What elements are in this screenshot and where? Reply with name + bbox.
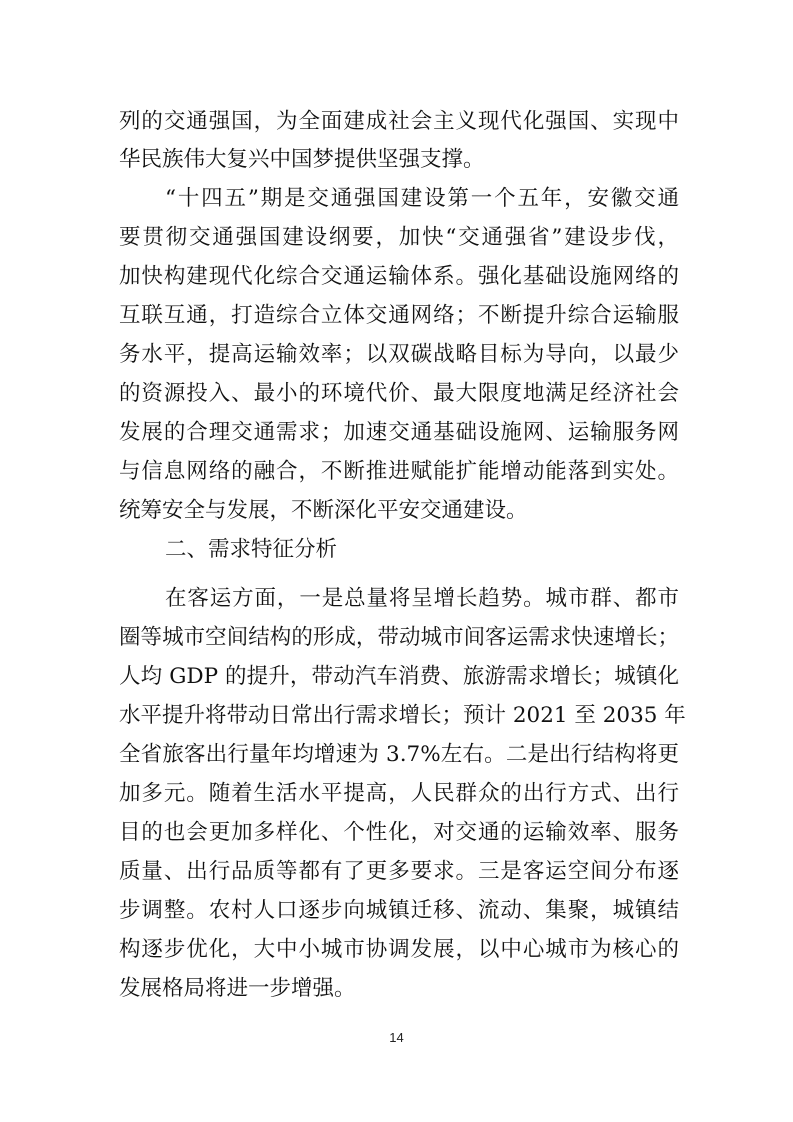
paragraph-line: 要贯彻交通强国建设纲要，加快“交通强省”建设步伐，	[119, 225, 679, 250]
paragraph-line: “十四五”期是交通强国建设第一个五年，安徽交通	[165, 186, 679, 211]
paragraph-line: 全省旅客出行量年均增速为 3.7%左右。二是出行结构将更	[119, 742, 679, 767]
paragraph-line: 与信息网络的融合，不断推进赋能扩能增动能落到实处。	[119, 459, 679, 484]
page-number: 14	[389, 1030, 404, 1045]
paragraph-line: 互联互通，打造综合立体交通网络；不断提升综合运输服	[119, 303, 679, 328]
paragraph-line: 统筹安全与发展，不断深化平安交通建设。	[119, 498, 528, 523]
paragraph-line: 在客运方面，一是总量将呈增长趋势。城市群、都市	[165, 586, 679, 611]
paragraph-line: 质量、出行品质等都有了更多要求。三是客运空间分布逐	[119, 859, 679, 884]
paragraph-line: 步调整。农村人口逐步向城镇迁移、流动、集聚，城镇结	[119, 898, 679, 923]
paragraph-line: 水平提升将带动日常出行需求增长；预计 2021 至 2035 年	[119, 703, 686, 728]
paragraph-line: 构逐步优化，大中小城市协调发展，以中心城市为核心的	[119, 937, 679, 962]
paragraph-line: 务水平，提高运输效率；以双碳战略目标为导向，以最少	[119, 342, 679, 367]
paragraph-line: 的资源投入、最小的环境代价、最大限度地满足经济社会	[119, 381, 679, 406]
paragraph-line: 列的交通强国，为全面建成社会主义现代化强国、实现中	[119, 109, 679, 134]
paragraph-line: 加快构建现代化综合交通运输体系。强化基础设施网络的	[119, 264, 679, 289]
paragraph-line: 人均 GDP 的提升，带动汽车消费、旅游需求增长；城镇化	[119, 664, 679, 689]
paragraph-line: 圈等城市空间结构的形成，带动城市间客运需求快速增长；	[119, 625, 679, 650]
paragraph-line: 发展的合理交通需求；加速交通基础设施网、运输服务网	[119, 420, 679, 445]
paragraph-line: 华民族伟大复兴中国梦提供坚强支撑。	[119, 147, 485, 172]
section-heading: 二、需求特征分析	[165, 537, 338, 562]
paragraph-line: 发展格局将进一步增强。	[119, 976, 356, 1001]
paragraph-line: 加多元。随着生活水平提高，人民群众的出行方式、出行	[119, 781, 679, 806]
paragraph-line: 目的也会更加多样化、个性化，对交通的运输效率、服务	[119, 820, 679, 845]
